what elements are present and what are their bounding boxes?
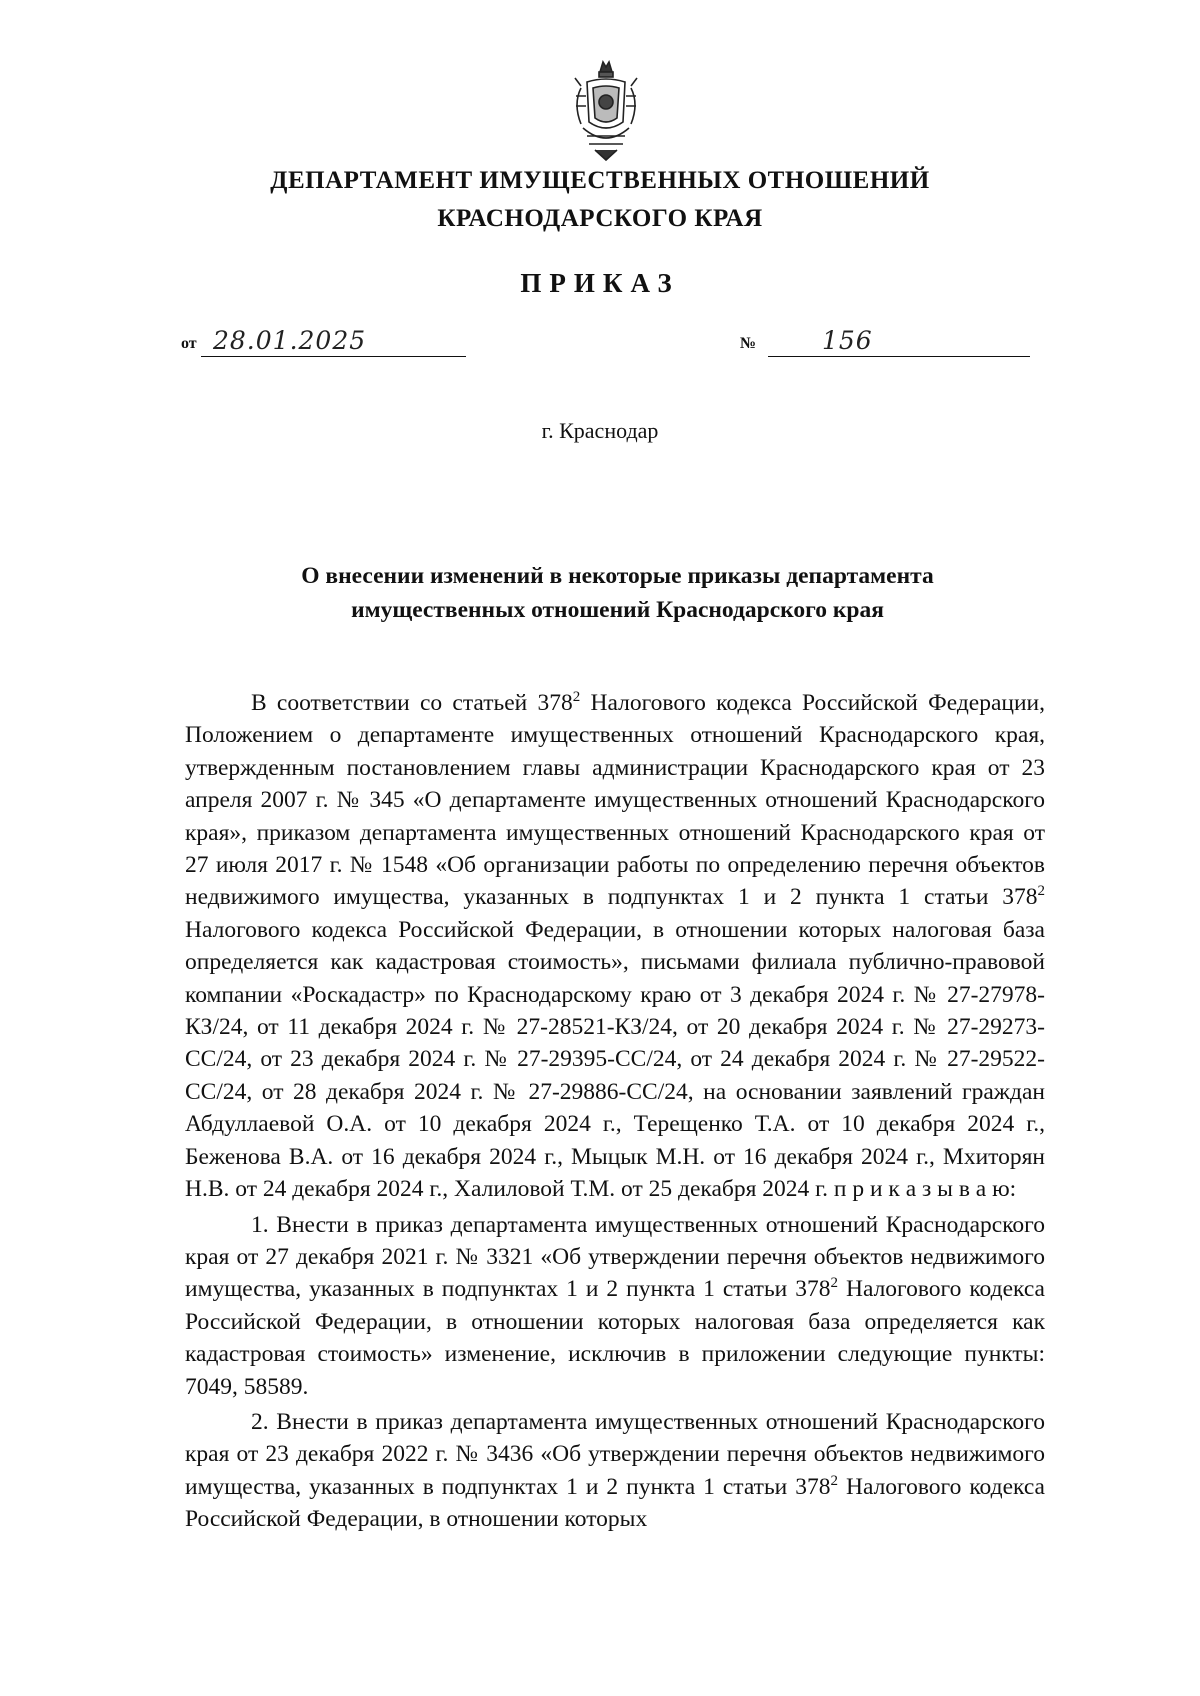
handwritten-date: 28.01.2025 <box>213 326 367 355</box>
document-subject <box>180 559 1055 627</box>
preamble-paragraph <box>185 687 1045 1206</box>
subject-line-1: О внесении изменений в некоторые приказы департамента <box>301 563 934 589</box>
handwritten-number: 156 <box>822 326 873 355</box>
org-line-1: ДЕПАРТАМЕНТ ИМУЩЕСТВЕННЫХ ОТНОШЕНИЙ <box>270 167 930 194</box>
date-label: от <box>181 335 197 352</box>
number-underline <box>768 356 1030 357</box>
number-label: № <box>740 335 757 352</box>
item-1-text-a: 1. Внести в приказ департамента имущественных отношений Краснодарского края от 27 декабря 2021 г. № 3321 «Об утверждении перечня объектов недвижимого имущества, указанных в подпунктах 1 и 2 пункта 1 статьи 378 <box>185 1211 1045 1303</box>
superscript: 2 <box>572 689 581 705</box>
preamble-text-a: В соответствии со статьей 378 <box>251 690 573 716</box>
organization-name <box>0 162 1200 238</box>
preamble-text-c: Налогового кодекса Российской Федерации, в отношении которых налоговая база определяется как кадастровая стоимость», письмами филиала публично-правовой компании «Роскадастр» по Краснодарскому краю от 3 декабря 2024 г. № 27-27978-КЗ/24, от 11 декабря 2024 г. № 27-28521-КЗ/24, от 20 декабря 2024 г. № 27-29273-СС/24, от 23 декабря 2024 г. № 27-29395-СС/24, от 24 декабря 2024 г. № 27-29522-СС/24, от 28 декабря 2024 г. № 27-29886-СС/24, на основании заявлений граждан Абдуллаевой О.А. от 10 декабря 2024 г., Терещенко Т.А. от 10 декабря 2024 г., Беженова В.А. от 16 декабря 2024 г., Мыцык М.Н. от 16 декабря 2024 г., Мхиторян Н.В. от 24 декабря 2024 г., Халиловой Т.М. от 25 декабря 2024 г. <box>185 916 1045 1203</box>
document-body <box>185 687 1045 1536</box>
item-2-text-b: Налогового кодекса Российской Федерации, в отношении которых <box>185 1473 1045 1533</box>
date-underline <box>201 356 466 357</box>
superscript: 2 <box>830 1275 838 1292</box>
org-line-2: КРАСНОДАРСКОГО КРАЯ <box>437 205 763 232</box>
superscript: 2 <box>830 1472 838 1489</box>
subject-line-2: имущественных отношений Краснодарского края <box>351 597 884 623</box>
document-type: ПРИКАЗ <box>520 268 680 298</box>
preamble-text-b: Налогового кодекса Российской Федерации, Положением о департаменте имущественных отношений Краснодарского края, утвержденным постановлением главы администрации Краснодарского края от 23 апреля 2007 г. № 345 «О департаменте имущественных отношений Краснодарского края», приказом департамента имущественных отношений Краснодарского края от 27 июля 2017 г. № 1548 «Об организации работы по определению перечня объектов недвижимого имущества, указанных в подпунктах 1 и 2 пункта 1 статьи 378 <box>185 690 1045 911</box>
krasnodar-coat-of-arms-icon <box>567 58 645 166</box>
order-word-spaced: п р и к а з ы в а ю: <box>833 1176 1017 1203</box>
item-2-text-a: 2. Внести в приказ департамента имущественных отношений Краснодарского края от 23 декабря 2022 г. № 3436 «Об утверждении перечня объектов недвижимого имущества, указанных в подпунктах 1 и 2 пункта 1 статьи 378 <box>185 1408 1045 1500</box>
item-1-text-b: Налогового кодекса Российской Федерации, в отношении которых налоговая база определяется как кадастровая стоимость» изменение, исключив в приложении следующие пункты: 7049, 58589. <box>185 1276 1045 1400</box>
item-1-paragraph <box>185 1209 1045 1403</box>
city: г. Краснодар <box>541 418 659 443</box>
superscript: 2 <box>1037 883 1045 900</box>
item-2-paragraph <box>185 1406 1045 1536</box>
